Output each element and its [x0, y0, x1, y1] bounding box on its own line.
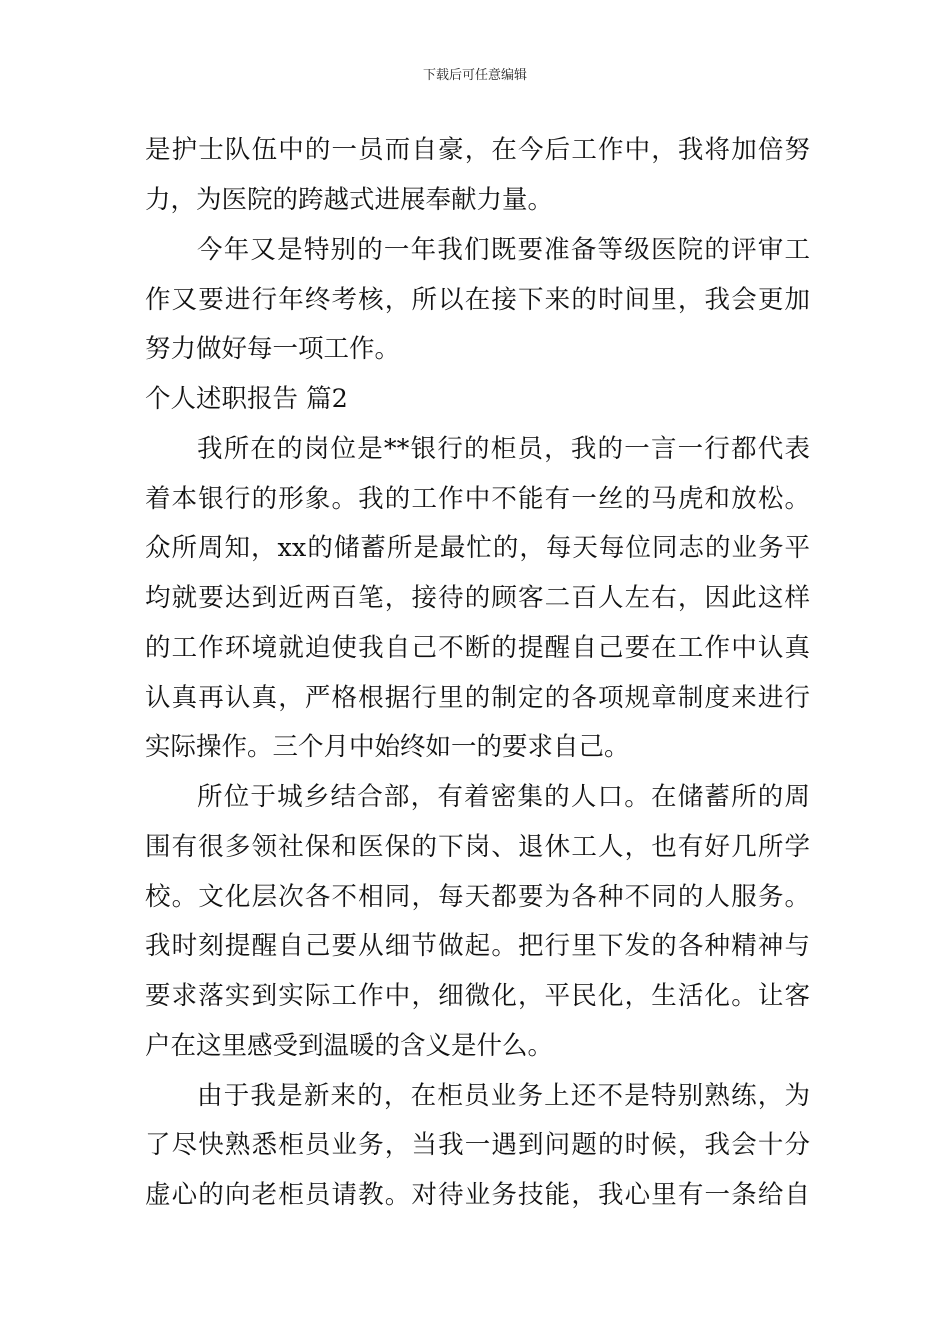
text-line: 是护士队伍中的一员而自豪，在今后工作中，我将加倍努 [145, 135, 810, 165]
text-line: 我所在的岗位是**银行的柜员，我的一言一行都代表 [197, 434, 810, 464]
text-line: 我时刻提醒自己要从细节做起。把行里下发的各种精神与 [145, 931, 810, 961]
text-line: 围有很多领社保和医保的下岗、退休工人，也有好几所学 [145, 832, 810, 862]
text-line: 作又要进行年终考核，所以在接下来的时间里，我会更加 [145, 285, 810, 315]
text-line: 由于我是新来的，在柜员业务上还不是特别熟练，为 [197, 1081, 810, 1111]
text-line: 虚心的向老柜员请教。对待业务技能，我心里有一条给自 [145, 1180, 810, 1210]
text-line: 户在这里感受到温暖的含义是什么。 [145, 1031, 554, 1061]
section-heading: 个人述职报告 篇2 [145, 384, 348, 414]
text-line: 了尽快熟悉柜员业务，当我一遇到问题的时候，我会十分 [145, 1130, 810, 1160]
text-line: 实际操作。三个月中始终如一的要求自己。 [145, 732, 630, 762]
text-line: 力，为医院的跨越式进展奉献力量。 [145, 185, 554, 215]
text-line: 努力做好每一项工作。 [145, 334, 401, 364]
text-line: 所位于城乡结合部，有着密集的人口。在储蓄所的周 [197, 782, 810, 812]
text-line: 要求落实到实际工作中，细微化，平民化，生活化。让客 [145, 981, 810, 1011]
text-line: 的工作环境就迫使我自己不断的提醒自己要在工作中认真 [145, 633, 810, 663]
text-line: 着本银行的形象。我的工作中不能有一丝的马虎和放松。 [145, 484, 810, 514]
text-line: 认真再认真，严格根据行里的制定的各项规章制度来进行 [145, 683, 810, 713]
text-line: 均就要达到近两百笔，接待的顾客二百人左右，因此这样 [145, 583, 810, 613]
text-line: 今年又是特别的一年我们既要准备等级医院的评审工 [197, 235, 810, 265]
text-line: 众所周知，xx的储蓄所是最忙的，每天每位同志的业务平 [145, 533, 810, 563]
header-note: 下载后可任意编辑 [422, 68, 527, 83]
text-line: 校。文化层次各不相同，每天都要为各种不同的人服务。 [145, 882, 810, 912]
